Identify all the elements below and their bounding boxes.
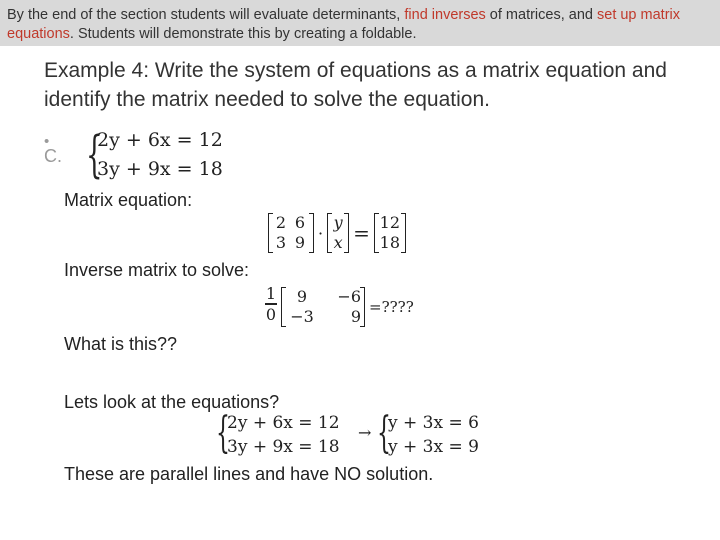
objective-highlight-inverses: find inverses <box>404 7 486 23</box>
bullet: • <box>44 133 50 150</box>
right-equation-1: y + 3x = 6 <box>388 413 479 433</box>
left-equation-1: 2y + 6x = 12 <box>227 413 340 433</box>
objective-text-part: By the end of the section students will evaluate determinants, <box>7 7 405 23</box>
matrix-cell: 9 <box>294 233 306 252</box>
variable-matrix <box>327 213 349 253</box>
equals-sign: = <box>353 221 370 245</box>
coefficient-matrix <box>268 213 314 253</box>
conclusion-text: These are parallel lines and have NO solution. <box>64 464 434 484</box>
right-system-brace: { <box>377 410 391 459</box>
question-text: What is this?? <box>64 334 178 354</box>
objective-banner <box>0 0 720 46</box>
matrix-cell: 3 <box>275 233 287 252</box>
matrix-cell: 12 <box>379 213 401 232</box>
objective-text-part: . Students will demonstrate this by creating a foldable. <box>69 26 417 42</box>
scalar-fraction <box>264 284 278 324</box>
system-brace: { <box>86 128 103 185</box>
arrow-icon: → <box>358 423 372 442</box>
matrix-cell: −3 <box>290 307 314 326</box>
system-equation-2: 3y + 9x = 18 <box>97 158 223 180</box>
matrix-equation <box>268 213 406 253</box>
matrix-equation-label: Matrix equation: <box>64 190 193 210</box>
constant-matrix <box>374 213 406 253</box>
left-equation-2: 3y + 9x = 18 <box>227 437 340 457</box>
matrix-cell: 6 <box>294 213 306 232</box>
system-equation-1: 2y + 6x = 12 <box>97 129 223 151</box>
left-system-brace: { <box>216 410 230 459</box>
fraction-denominator: 0 <box>265 304 277 324</box>
objective-highlight-matrix-equations: set up matrix equations <box>7 7 680 42</box>
matrix-cell: 9 <box>296 287 308 306</box>
lets-look-label: Lets look at the equations? <box>64 392 280 412</box>
inverse-matrix-label: Inverse matrix to solve: <box>64 260 250 280</box>
adjugate-matrix <box>281 287 365 327</box>
part-label: C. <box>44 146 62 166</box>
right-equation-2: y + 3x = 9 <box>388 437 479 457</box>
matrix-cell: 9 <box>350 307 361 326</box>
matrix-cell: y <box>333 213 343 232</box>
inverse-matrix <box>281 287 418 327</box>
dot-operator: · <box>318 223 324 243</box>
objective-text-part: of matrices, and <box>485 7 597 23</box>
fraction-numerator: 1 <box>265 284 277 303</box>
unknown-result: =???? <box>369 298 414 316</box>
objective-text <box>7 6 717 44</box>
matrix-cell: x <box>333 233 343 252</box>
matrix-cell: 18 <box>379 233 401 252</box>
matrix-cell: 2 <box>275 213 287 232</box>
matrix-cell: −6 <box>337 287 361 306</box>
example-title: Example 4: Write the system of equations as a matrix equation and identify the matrix needed to solve the equation. <box>44 59 667 111</box>
